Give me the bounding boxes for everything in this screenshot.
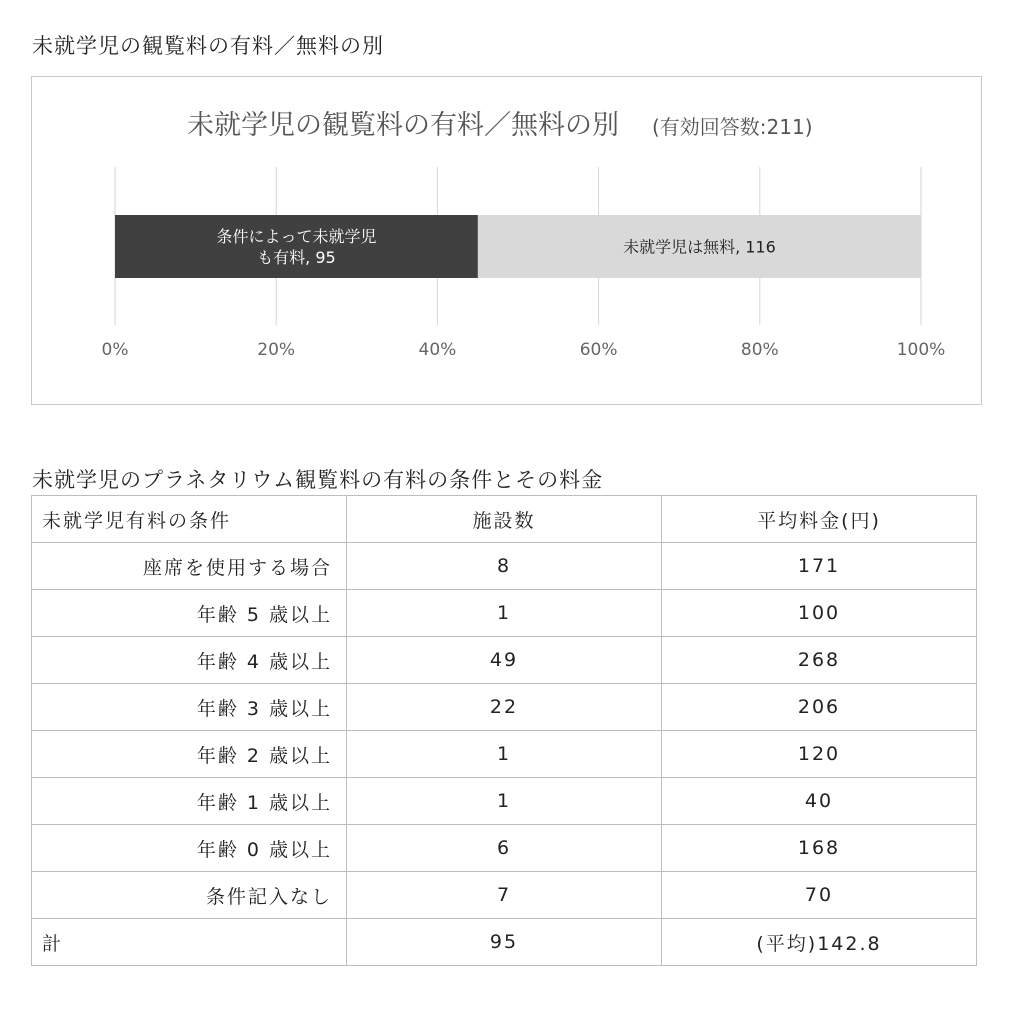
table-row	[32, 637, 977, 684]
chart-panel	[31, 76, 982, 405]
total-average-fee: (平均)142.8	[662, 919, 977, 966]
row-average-fee: 206	[662, 684, 977, 731]
bar-segment	[115, 215, 478, 278]
x-tick-label: 100%	[896, 340, 946, 360]
x-tick-label: 0%	[101, 340, 129, 360]
row-average-fee: 40	[662, 778, 977, 825]
row-facility-count: 49	[347, 637, 662, 684]
header-facility-count: 施設数	[347, 496, 662, 543]
row-facility-count: 1	[347, 731, 662, 778]
row-average-fee: 171	[662, 543, 977, 590]
total-label: 計	[32, 919, 347, 966]
row-facility-count: 8	[347, 543, 662, 590]
row-condition: 条件記入なし	[32, 872, 347, 919]
row-average-fee: 120	[662, 731, 977, 778]
row-condition: 年齢 3 歳以上	[32, 684, 347, 731]
row-condition: 年齢 0 歳以上	[32, 825, 347, 872]
row-average-fee: 70	[662, 872, 977, 919]
table-row	[32, 684, 977, 731]
bar-data-label: 未就学児は無料, 116	[623, 237, 776, 257]
bar-data-label: 条件によって未就学児	[216, 227, 377, 246]
table-row	[32, 590, 977, 637]
row-facility-count: 7	[347, 872, 662, 919]
row-condition: 年齢 4 歳以上	[32, 637, 347, 684]
x-tick-label: 60%	[579, 340, 618, 360]
total-facility-count: 95	[347, 919, 662, 966]
table-row	[32, 872, 977, 919]
stacked-bar-chart	[32, 77, 981, 404]
table-row	[32, 731, 977, 778]
fee-conditions-table	[31, 495, 977, 966]
table-row	[32, 778, 977, 825]
row-facility-count: 1	[347, 590, 662, 637]
row-condition: 年齢 1 歳以上	[32, 778, 347, 825]
table-total-row	[32, 919, 977, 966]
row-facility-count: 22	[347, 684, 662, 731]
row-condition: 年齢 5 歳以上	[32, 590, 347, 637]
row-condition: 座席を使用する場合	[32, 543, 347, 590]
table-row	[32, 825, 977, 872]
chart-subtitle: (有効回答数:211)	[652, 115, 813, 139]
table-header-row	[32, 496, 977, 543]
row-average-fee: 168	[662, 825, 977, 872]
chart-title: 未就学児の観覧料の有料／無料の別	[187, 110, 619, 141]
row-average-fee: 268	[662, 637, 977, 684]
header-condition: 未就学児有料の条件	[32, 496, 347, 543]
row-condition: 年齢 2 歳以上	[32, 731, 347, 778]
bar-data-label: も有料, 95	[257, 248, 336, 267]
x-tick-label: 20%	[257, 340, 296, 360]
header-average-fee: 平均料金(円)	[662, 496, 977, 543]
x-tick-label: 80%	[740, 340, 779, 360]
row-facility-count: 1	[347, 778, 662, 825]
chart-section-title: 未就学児の観覧料の有料／無料の別	[32, 34, 384, 58]
table-row	[32, 543, 977, 590]
x-tick-label: 40%	[418, 340, 457, 360]
table-section-title: 未就学児のプラネタリウム観覧料の有料の条件とその料金	[32, 468, 604, 492]
row-average-fee: 100	[662, 590, 977, 637]
row-facility-count: 6	[347, 825, 662, 872]
